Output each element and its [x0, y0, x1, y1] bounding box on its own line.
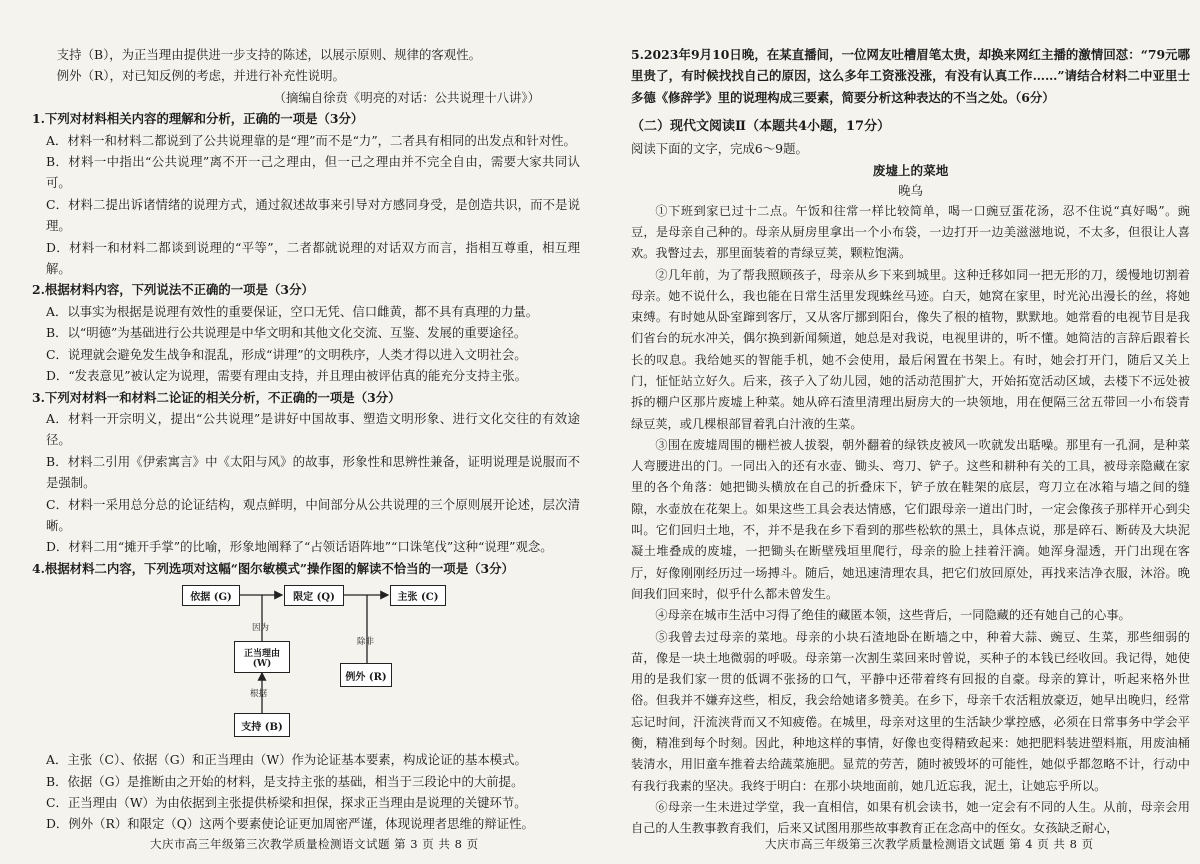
- paragraph: ⑥母亲一生未进过学堂，我一直相信，如果有机会读书，她一定会有不同的人生。从前，母亲会用自己的人生教事教育我们，后来又试图用那些故事教育正在念高中的侄女。女孩缺乏耐心，: [631, 799, 1190, 836]
- qualifier-box: 限定 (Q): [284, 585, 344, 606]
- rebuttal-box: 例外 (R): [340, 663, 392, 687]
- q1-option-c: C．材料二提出诉诸情绪的说理方式，通过叙述故事来引导对方感同身受，是创造共识，而不是说理。: [46, 196, 580, 234]
- q4-option-b: B．依据（G）是推断由之开始的材料，是支持主张的基础，相当于三段论中的大前提。: [46, 773, 524, 789]
- question-3-stem: 3.下列对材料一和材料二论证的相关分析，不正确的一项是（3分）: [32, 389, 401, 405]
- q3-option-a: A．材料一开宗明义，提出“公共说理”是讲好中国故事、塑造文明形象、进行文化交往的有效途径。: [46, 410, 580, 448]
- q3-option-b: B．材料二引用《伊索寓言》中《太阳与风》的故事，形象性和思辨性兼备，证明说理是说服而不是强制。: [46, 453, 580, 491]
- grounds-box: 依据 (G): [182, 585, 240, 606]
- warrant-box: 正当理由 (W): [234, 641, 290, 673]
- q4-option-a: A．主张（C）、依据（G）和正当理由（W）作为论证基本要素，构成论证的基本模式。: [46, 752, 527, 768]
- intro-line-2: 例外（R），对已知反例的考虑，并进行补充性说明。: [56, 68, 345, 84]
- article-title: 废墟上的菜地: [872, 162, 949, 178]
- diagram-arrows: [182, 583, 482, 743]
- article-author: 晚乌: [898, 182, 923, 198]
- q3-option-c: C．材料一采用总分总的论证结构，观点鲜明，中间部分从公共说理的三个原则展开论述，层次清晰。: [46, 496, 580, 533]
- q2-option-d: D．“发表意见”被认定为说理，需要有理由支持，并且理由被评估真的能充分支持主张。: [46, 368, 528, 384]
- paragraph: ⑤我曾去过母亲的菜地。母亲的小块石渣地卧在断墙之中，种着大蒜、豌豆、生菜，那些细弱的苗，像是一块土地微弱的呼吸。母亲第一次割生菜回来时曾说，买种子的本钱已经收回。我记得，她使用的是我们家一贯的低调不张扬的口气，平静中还带着终有回报的自豪。母亲的算计，听起来格外世俗。但我并不嫌弃这些，相反，我会给她诸多赞美。在乡下，母亲千农活粗放豪迈，她早出晚归，经常忘记时间，汗流浃背而又不知疲倦。在城里，母亲对这里的生活缺少掌控感，必须在日常事务中学会平衡，精准到每个时刻。因此，种地这样的事情，好像也变得精致起来：她把肥料装进塑料瓶，用废油桶装清水，用旧童车推着去给蔬菜施肥。显荒的劳苦，随时被毁坏的可能性，她似乎都忽略不计，行动中有我行我素的坚决。我终于明白：在那小块地面前，她几近忘我，泥土，让她忘乎所以。: [631, 629, 1190, 793]
- paragraph: ④母亲在城市生活中习得了绝佳的藏匿本领，这些背后，一同隐藏的还有她自己的心事。: [655, 608, 1131, 623]
- q2-option-a: A．以事实为根据是说理有效性的重要保证，空口无凭、信口雌黄，都不具有真理的力量。: [46, 303, 539, 319]
- question-4-stem: 4.根据材料二内容，下列选项对这幅“图尔敏模式”操作图的解读不恰当的一项是（3分）: [32, 560, 514, 576]
- question-5: 5.2023年9月10日晚，在某直播间，一位网友吐槽眉笔太贵，却换来网红主播的激情回怼：“79元哪里贵了，有时候找找自己的原因，这么多年工资涨没涨，有没有认真工作……”请结合材料二中亚里士多德《修辞学》里的说理构成三要素，简要分析这种表达的不当之处。（6分）: [631, 47, 1190, 105]
- q2-option-b: B．以“明德”为基础进行公共说理是中华文明和其他文化交流、互鉴、发展的重要途径。: [46, 325, 527, 341]
- left-page: [0, 0, 590, 864]
- paragraph: ①下班到家已过十二点。午饭和往常一样比较简单，喝一口豌豆蛋花汤，忍不住说“真好喝”。豌豆，是母亲自己种的。母亲从厨房里拿出一个小布袋，一边打开一边美滋滋地说，不太多，但很让人喜欢。我瞥过去，那里面装着的青绿豆荚，颗粒饱满。: [631, 203, 1190, 261]
- question-2-stem: 2.根据材料内容，下列说法不正确的一项是（3分）: [32, 282, 314, 298]
- right-page: [605, 0, 1200, 864]
- article-body: [631, 201, 1190, 840]
- q3-option-d: D．材料二用“摊开手掌”的比喻，形象地阐释了“占领话语阵地”“口诛笔伐”这种“说理”观念。: [46, 539, 553, 555]
- unless-label: 除非: [357, 637, 375, 648]
- paragraph: ②几年前，为了帮我照顾孩子，母亲从乡下来到城里。这种迁移如同一把无形的刀，缓慢地切割着母亲。她不说什么，我也能在日常生活里发现蛛丝马迹。白天，她窝在家里，时光沁出漫长的丝，将她束缚。有时她从卧室蹿到客厅，又从客厅挪到阳台，像失了根的植物，默默地。她常看的电视节目是我们省台的玩水冲关，偶尔换到新闻频道，她总是对我说，电视里讲的，听不懂。她简洁的言辞后跟着长长的叹息。我给她买的智能手机，她不会使用，最后闲置在书架上。有时，她会打开门，随后又关上门，怔怔站立好久。后来，孩子入了幼儿园，她的活动范围扩大，开始拓宽活动区域，去楼下不远处被拆的棚户区那片废墟上种菜。她从碎石渣里清理出厨房大的一块领地，用在便隔三岔五带回一小布袋青绿豆荚，或几棵根部冒着乳白汁液的生菜。: [631, 267, 1190, 431]
- reading-instruction: 阅读下面的文字，完成6～9题。: [631, 141, 808, 157]
- q1-option-b: B．材料一中指出“公共说理”离不开一己之理由，但一己之理由并不完全自由，需要大家共同认可。: [46, 154, 580, 191]
- on-account-label: 根据: [250, 689, 268, 700]
- q2-option-c: C．说理就会避免发生战争和混乱，形成“讲理”的文明秩序，人类才得以进入文明社会。: [46, 346, 527, 362]
- source-citation: （摘编自徐贲《明亮的对话：公共说理十八讲》）: [273, 89, 540, 105]
- left-footer: 大庆市高三年级第三次教学质量检测语文试题 第 3 页 共 8 页: [150, 837, 479, 851]
- q1-option-a: A．材料一和材料二都说到了公共说理靠的是“理”而不是“力”，二者具有相同的出发点和针对性。: [46, 132, 576, 148]
- q4-option-d: D．例外（R）和限定（Q）这两个要素使论证更加周密严谨，体现说理者思维的辩证性。: [46, 816, 534, 832]
- q4-option-c: C．正当理由（W）为由依据到主张提供桥梁和担保，探求正当理由是说理的关键环节。: [46, 794, 527, 810]
- backing-box: 支持 (B): [234, 713, 290, 737]
- claim-box: 主张 (C): [390, 585, 446, 606]
- q1-option-d: D．材料一和材料二都谈到说理的“平等”，二者都就说理的对话双方而言，指相互尊重，相互理解。: [46, 239, 580, 277]
- question-1-stem: 1.下列对材料相关内容的理解和分析，正确的一项是（3分）: [32, 111, 364, 127]
- right-footer: 大庆市高三年级第三次教学质量检测语文试题 第 4 页 共 8 页: [765, 837, 1094, 851]
- intro-line-1: 支持（B），为正当理由提供进一步支持的陈述，以展示原则、规律的客观性。: [56, 47, 481, 62]
- since-label: 因为: [252, 623, 270, 634]
- section-heading: （二）现代文阅读Ⅱ（本题共4小题，17分）: [631, 119, 891, 135]
- paragraph: ③围在废墟周围的栅栏被人拔裂，朝外翻着的绿铁皮被风一吹就发出聒噪。那里有一孔洞，是种菜人弯腰进出的门。一同出入的还有水壶、锄头、弯刀、铲子。这些和耕种有关的工具，被母亲隐藏在家里的各个角落：她把锄头横放在自己的折叠床下，铲子放在鞋架的底层，弯刀立在冰箱与墙之间的缝隙，水壶放在花架上。如果这些工具会表达情感，它们跟母亲一道出门时，一定会像孩子那样开心到尖叫。它们回归土地，不，并不是我在乡下看到的那些松软的黑土，具体点说，那是碎石、断砖及大块泥凝土堆叠成的废墟，一把锄头在断壁残垣里爬行，母亲的脸上挂着汗滴。她浑身湿透，开门出现在客厅，好像刚刚经历过一场搏斗。随后，她迅速清理农具，把它们放回原处，再找来洁净衣服，沐浴。晚间我们回来时，似乎什么都未曾发生。: [631, 437, 1190, 601]
- toulmin-diagram: [182, 583, 482, 743]
